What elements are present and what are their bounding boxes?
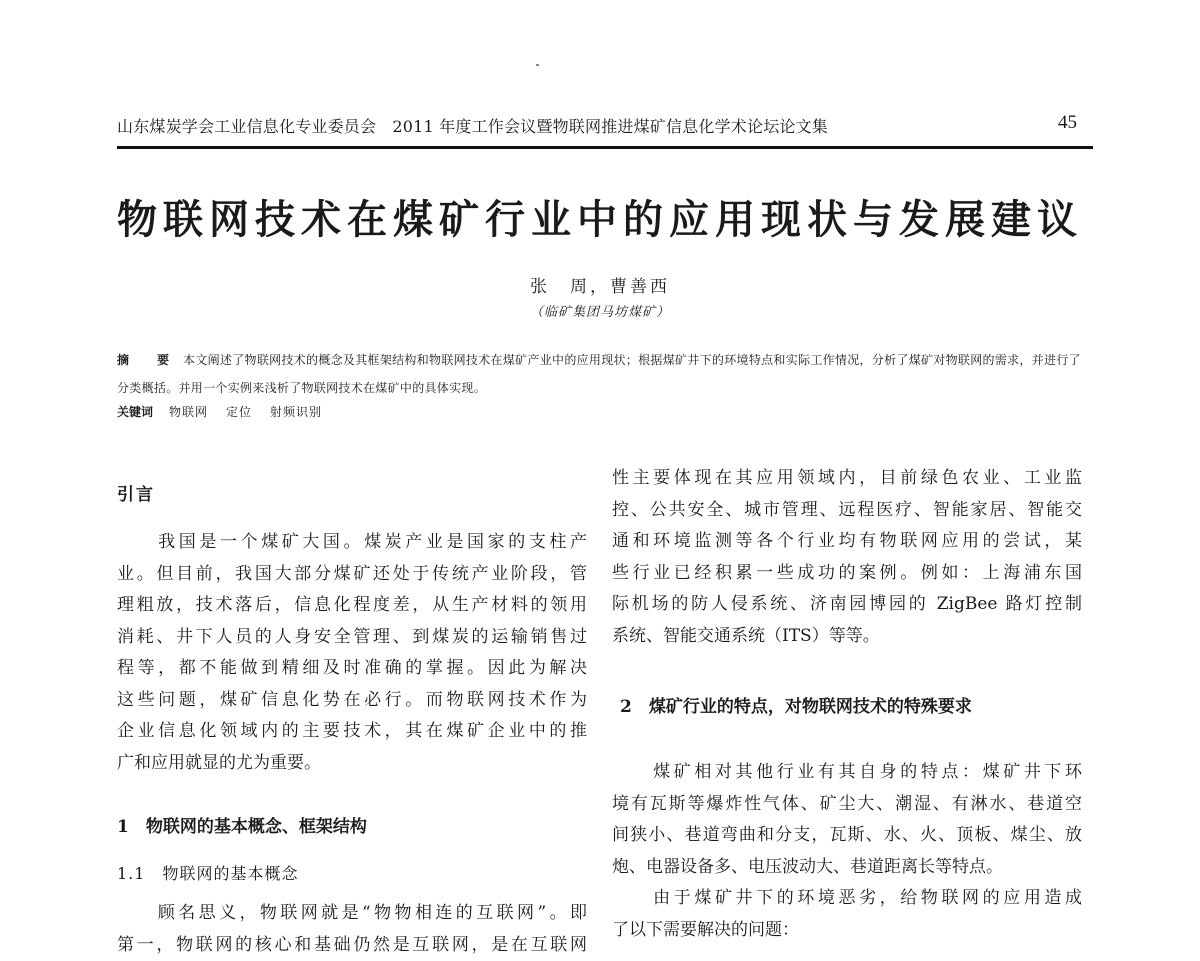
header-rule: [117, 146, 1093, 149]
text-line: 系统、智能交通系统（ITS）等等。: [612, 621, 1082, 653]
right-top-paragraph: [612, 463, 1082, 652]
text-line: 企业信息化领域内的主要技术，其在煤矿企业中的推: [117, 716, 587, 748]
section-heading-1-1: 1.1 物联网的基本概念: [117, 861, 298, 884]
section-2-paragraph-b: [612, 883, 1082, 946]
text-line: 程等，都不能做到精细及时准确的掌握。因此为解决: [117, 653, 587, 685]
text-line: 控、公共安全、城市管理、远程医疗、智能家居、智能交: [612, 495, 1082, 527]
section-heading-2: 2 煤矿行业的特点，对物联网技术的特殊要求: [620, 692, 972, 717]
keyword: 定位: [226, 405, 252, 419]
text-line: 境有瓦斯等爆炸性气体、矿尘大、潮湿、有淋水、巷道空: [612, 789, 1082, 821]
text-line: 这些问题，煤矿信息化势在必行。而物联网技术作为: [117, 685, 587, 717]
page-number: 45: [1058, 112, 1077, 134]
text-line: 消耗、井下人员的人身安全管理、到煤炭的运输销售过: [117, 622, 587, 654]
abstract-text: 本文阐述了物联网技术的概念及其框架结构和物联网技术在煤矿产业中的应用现状；根据煤矿井下的环境特点和实际工作情况，分析了煤矿对物联网的需求，并进行了分类概括。并用一个实例来浅析了物联网技术在煤矿中的具体实现。: [117, 353, 1081, 395]
text-line: 第一，物联网的核心和基础仍然是互联网，是在互联网: [117, 930, 587, 961]
affiliation: （临矿集团马坊煤矿）: [0, 301, 1200, 320]
keywords-label: 关键词: [117, 405, 153, 419]
running-head: 山东煤炭学会工业信息化专业委员会 2011 年度工作会议暨物联网推进煤矿信息化学术论坛论文集: [117, 114, 828, 137]
abstract-label: 摘 要: [117, 353, 177, 367]
keywords: [117, 403, 340, 420]
scan-dot: [536, 64, 539, 66]
authors: 张 周，曹善西: [0, 272, 1200, 297]
text-line: 由于煤矿井下的环境恶劣，给物联网的应用造成: [612, 883, 1082, 915]
text-line: 煤矿相对其他行业有其自身的特点：煤矿井下环: [612, 757, 1082, 789]
text-line: 间狭小、巷道弯曲和分支，瓦斯、水、火、顶板、煤尘、放: [612, 820, 1082, 852]
keyword: 射频识别: [270, 405, 322, 419]
text-line: 际机场的防人侵系统、济南园博园的 ZigBee 路灯控制: [612, 589, 1082, 621]
paper-title: 物联网技术在煤矿行业中的应用现状与发展建议: [0, 188, 1200, 245]
text-line: 性主要体现在其应用领域内，目前绿色农业、工业监: [612, 463, 1082, 495]
text-line: 顾名思义，物联网就是“物物相连的互联网”。即: [117, 898, 587, 930]
keyword: 物联网: [169, 405, 208, 419]
text-line: 业。但目前，我国大部分煤矿还处于传统产业阶段，管: [117, 559, 587, 591]
abstract: [117, 346, 1093, 402]
section-heading-intro: 引言: [117, 480, 155, 505]
text-line: 些行业已经积累一些成功的案例。例如：上海浦东国: [612, 558, 1082, 590]
text-line: 通和环境监测等各个行业均有物联网应用的尝试，某: [612, 526, 1082, 558]
text-line: 理粗放，技术落后，信息化程度差，从生产材料的领用: [117, 590, 587, 622]
section-heading-1: 1 物联网的基本概念、框架结构: [117, 812, 367, 837]
text-line: 炮、电器设备多、电压波动大、巷道距离长等特点。: [612, 852, 1082, 884]
intro-paragraph: [117, 527, 587, 779]
text-line: 了以下需要解决的问题：: [612, 915, 1082, 947]
section-2-paragraph: [612, 757, 1082, 883]
text-line: 我国是一个煤矿大国。煤炭产业是国家的支柱产: [117, 527, 587, 559]
text-line: 广和应用就显的尤为重要。: [117, 748, 587, 780]
